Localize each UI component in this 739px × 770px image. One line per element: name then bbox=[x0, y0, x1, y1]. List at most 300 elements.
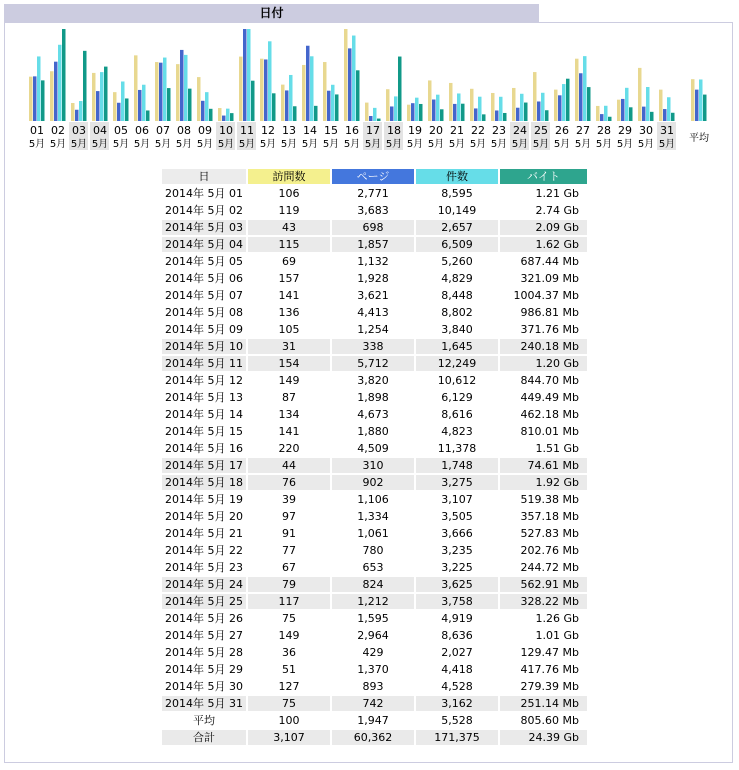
day-label: 22 bbox=[471, 124, 485, 137]
cell-pages: 4,673 bbox=[357, 408, 389, 421]
cell-pages: 1,928 bbox=[357, 272, 389, 285]
average-visits-bar bbox=[691, 79, 695, 121]
table-row bbox=[162, 679, 587, 694]
month-label: 5月 bbox=[448, 139, 466, 150]
cell-date: 2014年 5月 11 bbox=[162, 356, 246, 371]
day-label: 26 bbox=[555, 124, 569, 137]
col-header-visits: 訪問数 bbox=[248, 169, 330, 184]
cell-hits: 1,645 bbox=[416, 339, 498, 354]
day-15-visits-bar bbox=[323, 62, 327, 121]
cell-visits: 36 bbox=[281, 646, 296, 659]
average-bandwidth: 805.60 Mb bbox=[520, 714, 579, 727]
cell-hits: 8,636 bbox=[441, 629, 473, 642]
day-label: 06 bbox=[135, 124, 149, 137]
cell-hits: 6,509 bbox=[416, 237, 498, 252]
month-label: 5月 bbox=[133, 139, 151, 150]
cell-hits: 8,448 bbox=[441, 289, 473, 302]
cell-visits: 87 bbox=[281, 391, 296, 404]
cell-visits: 136 bbox=[278, 306, 300, 319]
cell-bandwidth: 986.81 Mb bbox=[520, 306, 579, 319]
cell-hits: 8,595 bbox=[441, 187, 473, 200]
cell-bandwidth: 1.51 Gb bbox=[535, 442, 579, 455]
cell-hits: 8,616 bbox=[441, 408, 473, 421]
cell-visits: 154 bbox=[248, 356, 330, 371]
month-label: 5月 bbox=[259, 139, 277, 150]
cell-pages: 902 bbox=[332, 475, 414, 490]
day-16-hits-bar bbox=[352, 36, 356, 121]
day-14-hits-bar bbox=[310, 56, 314, 121]
day-31-hits-bar bbox=[667, 97, 671, 121]
day-08-bandwidth-bar bbox=[188, 89, 192, 121]
cell-date: 2014年 5月 18 bbox=[162, 475, 246, 490]
table-row bbox=[162, 288, 587, 303]
day-30-visits-bar bbox=[638, 68, 642, 121]
table-row bbox=[162, 577, 587, 592]
cell-pages: 3,820 bbox=[357, 374, 389, 387]
cell-pages: 1,254 bbox=[357, 323, 389, 336]
cell-hits: 8,802 bbox=[441, 306, 473, 319]
table-row bbox=[162, 305, 587, 320]
day-12-visits-bar bbox=[260, 59, 264, 121]
table-header-row bbox=[162, 169, 587, 184]
daily-stats-table bbox=[160, 167, 589, 747]
day-24-bandwidth-bar bbox=[524, 103, 528, 121]
cell-bandwidth: 321.09 Mb bbox=[520, 272, 579, 285]
cell-date: 2014年 5月 31 bbox=[162, 696, 246, 711]
cell-visits: 117 bbox=[248, 594, 330, 609]
table-row bbox=[162, 543, 587, 558]
month-label: 5月 bbox=[70, 139, 88, 150]
day-26-hits-bar bbox=[562, 84, 566, 121]
total-row bbox=[162, 730, 587, 745]
cell-date: 2014年 5月 28 bbox=[165, 646, 243, 659]
day-16-pages-bar bbox=[348, 48, 352, 121]
cell-pages: 3,621 bbox=[357, 289, 389, 302]
cell-date: 2014年 5月 17 bbox=[162, 458, 246, 473]
day-label: 24 bbox=[513, 124, 527, 137]
average-label: 平均 bbox=[192, 714, 215, 727]
day-04-visits-bar bbox=[92, 73, 96, 121]
total-hits: 171,375 bbox=[416, 730, 498, 745]
table-row bbox=[162, 645, 587, 660]
cell-visits: 91 bbox=[281, 527, 296, 540]
cell-bandwidth: 129.47 Mb bbox=[520, 646, 579, 659]
day-11-bandwidth-bar bbox=[251, 81, 255, 121]
day-10-hits-bar bbox=[226, 109, 230, 121]
cell-bandwidth: 1.26 Gb bbox=[535, 612, 579, 625]
day-25-bandwidth-bar bbox=[545, 110, 549, 121]
day-13-visits-bar bbox=[281, 85, 285, 121]
day-24-visits-bar bbox=[512, 88, 516, 121]
day-11-visits-bar bbox=[239, 57, 243, 121]
day-27-pages-bar bbox=[579, 73, 583, 121]
cell-pages: 429 bbox=[362, 646, 384, 659]
cell-date: 2014年 5月 10 bbox=[162, 339, 246, 354]
month-label: 5月 bbox=[574, 139, 592, 150]
day-label: 12 bbox=[261, 124, 275, 137]
month-label: 5月 bbox=[553, 139, 571, 150]
day-02-hits-bar bbox=[58, 45, 62, 121]
cell-date: 2014年 5月 24 bbox=[162, 577, 246, 592]
table-row bbox=[162, 662, 587, 677]
day-09-hits-bar bbox=[205, 92, 209, 121]
cell-hits: 5,260 bbox=[441, 255, 473, 268]
cell-bandwidth: 251.14 Mb bbox=[500, 696, 587, 711]
day-label: 05 bbox=[114, 124, 128, 137]
month-label: 5月 bbox=[175, 139, 193, 150]
month-label: 5月 bbox=[658, 139, 676, 150]
day-14-bandwidth-bar bbox=[314, 106, 318, 121]
day-28-hits-bar bbox=[604, 106, 608, 121]
day-22-bandwidth-bar bbox=[482, 114, 486, 121]
table-row bbox=[162, 526, 587, 541]
col-header-date: 日 bbox=[162, 169, 246, 184]
month-label: 5月 bbox=[469, 139, 487, 150]
day-26-bandwidth-bar bbox=[566, 79, 570, 121]
day-02-bandwidth-bar bbox=[62, 29, 66, 121]
average-row bbox=[162, 713, 587, 728]
month-label: 5月 bbox=[364, 139, 382, 150]
day-27-bandwidth-bar bbox=[587, 87, 591, 121]
day-label: 07 bbox=[156, 124, 170, 137]
col-header-hits: 件数 bbox=[416, 169, 498, 184]
cell-date: 2014年 5月 15 bbox=[165, 425, 243, 438]
day-11-pages-bar bbox=[243, 29, 247, 121]
cell-bandwidth: 687.44 Mb bbox=[520, 255, 579, 268]
cell-visits: 220 bbox=[278, 442, 300, 455]
cell-date: 2014年 5月 01 bbox=[165, 187, 243, 200]
cell-bandwidth: 844.70 Mb bbox=[520, 374, 579, 387]
day-06-pages-bar bbox=[138, 90, 142, 121]
day-label: 13 bbox=[282, 124, 296, 137]
table-row bbox=[162, 237, 587, 252]
table-row bbox=[162, 322, 587, 337]
cell-date: 2014年 5月 25 bbox=[162, 594, 246, 609]
day-22-visits-bar bbox=[470, 89, 474, 121]
cell-pages: 5,712 bbox=[332, 356, 414, 371]
table-row bbox=[162, 628, 587, 643]
cell-date: 2014年 5月 27 bbox=[165, 629, 243, 642]
cell-hits: 1,748 bbox=[416, 458, 498, 473]
cell-visits: 75 bbox=[281, 612, 296, 625]
table-row bbox=[162, 696, 587, 711]
cell-bandwidth: 279.39 Mb bbox=[520, 680, 579, 693]
cell-date: 2014年 5月 13 bbox=[165, 391, 243, 404]
cell-hits: 2,027 bbox=[441, 646, 473, 659]
month-label: 5月 bbox=[343, 139, 361, 150]
cell-visits: 106 bbox=[278, 187, 300, 200]
cell-visits: 67 bbox=[281, 561, 296, 574]
day-label: 21 bbox=[450, 124, 464, 137]
day-22-hits-bar bbox=[478, 97, 482, 121]
cell-date: 2014年 5月 30 bbox=[165, 680, 243, 693]
month-label: 5月 bbox=[511, 139, 529, 150]
month-label: 5月 bbox=[112, 139, 130, 150]
cell-hits: 11,378 bbox=[437, 442, 477, 455]
day-28-pages-bar bbox=[600, 114, 604, 121]
day-27-hits-bar bbox=[583, 56, 587, 121]
cell-bandwidth: 527.83 Mb bbox=[520, 527, 579, 540]
day-01-bandwidth-bar bbox=[41, 80, 45, 121]
day-23-visits-bar bbox=[491, 93, 495, 121]
cell-pages: 1,212 bbox=[332, 594, 414, 609]
cell-hits: 3,840 bbox=[441, 323, 473, 336]
day-04-hits-bar bbox=[100, 72, 104, 121]
cell-visits: 105 bbox=[278, 323, 300, 336]
day-17-bandwidth-bar bbox=[377, 119, 381, 121]
day-31-visits-bar bbox=[659, 90, 663, 121]
day-label: 17 bbox=[366, 124, 380, 137]
day-12-pages-bar bbox=[264, 59, 268, 121]
day-20-hits-bar bbox=[436, 95, 440, 121]
table-row bbox=[162, 492, 587, 507]
day-11-hits-bar bbox=[247, 29, 251, 121]
cell-visits: 75 bbox=[248, 696, 330, 711]
day-08-pages-bar bbox=[180, 50, 184, 121]
average-hits-bar bbox=[699, 79, 703, 121]
cell-hits: 10,149 bbox=[437, 204, 477, 217]
day-07-pages-bar bbox=[159, 63, 163, 121]
day-09-pages-bar bbox=[201, 101, 205, 121]
day-label: 16 bbox=[345, 124, 359, 137]
day-01-visits-bar bbox=[29, 77, 33, 121]
cell-bandwidth: 1.01 Gb bbox=[535, 629, 579, 642]
average-bandwidth-bar bbox=[703, 95, 707, 121]
average-label: 平均 bbox=[689, 133, 709, 144]
day-01-hits-bar bbox=[37, 56, 41, 121]
cell-hits: 4,829 bbox=[441, 272, 473, 285]
month-label: 5月 bbox=[91, 139, 109, 150]
cell-visits: 134 bbox=[278, 408, 300, 421]
table-row bbox=[162, 509, 587, 524]
day-label: 14 bbox=[303, 124, 317, 137]
table-row bbox=[162, 611, 587, 626]
month-label: 5月 bbox=[154, 139, 172, 150]
day-03-hits-bar bbox=[79, 101, 83, 121]
table-row bbox=[162, 390, 587, 405]
cell-date: 2014年 5月 07 bbox=[165, 289, 243, 302]
day-25-visits-bar bbox=[533, 72, 537, 121]
day-27-visits-bar bbox=[575, 59, 579, 121]
cell-bandwidth: 2.09 Gb bbox=[500, 220, 587, 235]
cell-bandwidth: 810.01 Mb bbox=[520, 425, 579, 438]
cell-date: 2014年 5月 04 bbox=[162, 237, 246, 252]
cell-hits: 3,666 bbox=[441, 527, 473, 540]
cell-pages: 1,061 bbox=[357, 527, 389, 540]
average-hits: 5,528 bbox=[441, 714, 473, 727]
cell-pages: 1,334 bbox=[357, 510, 389, 523]
table-row bbox=[162, 271, 587, 286]
day-23-bandwidth-bar bbox=[503, 113, 507, 121]
month-label: 5月 bbox=[532, 139, 550, 150]
day-06-hits-bar bbox=[142, 85, 146, 121]
cell-date: 2014年 5月 02 bbox=[165, 204, 243, 217]
total-visits: 3,107 bbox=[248, 730, 330, 745]
month-label: 5月 bbox=[490, 139, 508, 150]
cell-date: 2014年 5月 21 bbox=[165, 527, 243, 540]
month-label: 5月 bbox=[616, 139, 634, 150]
day-28-bandwidth-bar bbox=[608, 117, 612, 121]
table-row bbox=[162, 339, 587, 354]
cell-bandwidth: 562.91 Mb bbox=[500, 577, 587, 592]
day-05-hits-bar bbox=[121, 81, 125, 121]
day-03-bandwidth-bar bbox=[83, 51, 87, 121]
day-18-pages-bar bbox=[390, 106, 394, 121]
cell-pages: 310 bbox=[332, 458, 414, 473]
table-row bbox=[162, 441, 587, 456]
day-03-pages-bar bbox=[75, 110, 79, 121]
day-18-bandwidth-bar bbox=[398, 57, 402, 121]
table-row bbox=[162, 560, 587, 575]
cell-bandwidth: 417.76 Mb bbox=[520, 663, 579, 676]
cell-pages: 742 bbox=[332, 696, 414, 711]
day-label: 18 bbox=[387, 124, 401, 137]
cell-hits: 6,129 bbox=[441, 391, 473, 404]
cell-date: 2014年 5月 20 bbox=[165, 510, 243, 523]
cell-bandwidth: 328.22 Mb bbox=[500, 594, 587, 609]
cell-pages: 780 bbox=[362, 544, 384, 557]
day-30-bandwidth-bar bbox=[650, 112, 654, 121]
cell-visits: 39 bbox=[281, 493, 296, 506]
total-bandwidth: 24.39 Gb bbox=[500, 730, 587, 745]
day-15-pages-bar bbox=[327, 91, 331, 121]
day-label: 31 bbox=[660, 124, 674, 137]
cell-date: 2014年 5月 12 bbox=[165, 374, 243, 387]
cell-pages: 1,595 bbox=[357, 612, 389, 625]
cell-hits: 12,249 bbox=[416, 356, 498, 371]
day-label: 19 bbox=[408, 124, 422, 137]
cell-bandwidth: 357.18 Mb bbox=[520, 510, 579, 523]
cell-date: 2014年 5月 06 bbox=[165, 272, 243, 285]
cell-date: 2014年 5月 14 bbox=[165, 408, 243, 421]
cell-visits: 127 bbox=[278, 680, 300, 693]
day-label: 28 bbox=[597, 124, 611, 137]
day-label: 29 bbox=[618, 124, 632, 137]
table-row bbox=[162, 407, 587, 422]
cell-pages: 2,964 bbox=[357, 629, 389, 642]
cell-bandwidth: 449.49 Mb bbox=[520, 391, 579, 404]
day-25-hits-bar bbox=[541, 93, 545, 121]
average-visits: 100 bbox=[278, 714, 300, 727]
cell-visits: 76 bbox=[248, 475, 330, 490]
total-label: 合計 bbox=[162, 730, 246, 745]
day-08-hits-bar bbox=[184, 55, 188, 121]
day-18-hits-bar bbox=[394, 96, 398, 121]
cell-pages: 893 bbox=[362, 680, 384, 693]
cell-date: 2014年 5月 22 bbox=[165, 544, 243, 557]
day-02-pages-bar bbox=[54, 62, 58, 121]
month-label: 5月 bbox=[280, 139, 298, 150]
cell-pages: 653 bbox=[362, 561, 384, 574]
cell-pages: 1,370 bbox=[357, 663, 389, 676]
day-label: 15 bbox=[324, 124, 338, 137]
month-label: 5月 bbox=[406, 139, 424, 150]
table-row bbox=[162, 254, 587, 269]
day-label: 09 bbox=[198, 124, 212, 137]
daily-bar-chart bbox=[5, 23, 732, 168]
day-label: 11 bbox=[240, 124, 254, 137]
day-05-bandwidth-bar bbox=[125, 98, 129, 121]
cell-date: 2014年 5月 09 bbox=[165, 323, 243, 336]
cell-hits: 4,528 bbox=[441, 680, 473, 693]
cell-visits: 157 bbox=[278, 272, 300, 285]
day-07-hits-bar bbox=[163, 58, 167, 121]
cell-hits: 3,235 bbox=[441, 544, 473, 557]
month-label: 5月 bbox=[427, 139, 445, 150]
day-label: 04 bbox=[93, 124, 107, 137]
day-19-pages-bar bbox=[411, 103, 415, 121]
day-25-pages-bar bbox=[537, 101, 541, 121]
month-label: 5月 bbox=[595, 139, 613, 150]
table-row bbox=[162, 458, 587, 473]
day-07-visits-bar bbox=[155, 62, 159, 121]
cell-visits: 31 bbox=[248, 339, 330, 354]
day-22-pages-bar bbox=[474, 108, 478, 121]
cell-visits: 141 bbox=[278, 289, 300, 302]
month-label: 5月 bbox=[196, 139, 214, 150]
day-10-bandwidth-bar bbox=[230, 113, 234, 121]
day-08-visits-bar bbox=[176, 64, 180, 121]
day-10-pages-bar bbox=[222, 116, 226, 121]
day-07-bandwidth-bar bbox=[167, 88, 171, 121]
cell-date: 2014年 5月 23 bbox=[165, 561, 243, 574]
cell-hits: 3,625 bbox=[416, 577, 498, 592]
cell-visits: 141 bbox=[278, 425, 300, 438]
table-row bbox=[162, 356, 587, 371]
day-28-visits-bar bbox=[596, 106, 600, 121]
day-31-pages-bar bbox=[663, 109, 667, 121]
cell-hits: 10,612 bbox=[437, 374, 477, 387]
cell-date: 2014年 5月 29 bbox=[165, 663, 243, 676]
cell-visits: 79 bbox=[248, 577, 330, 592]
cell-bandwidth: 1.21 Gb bbox=[535, 187, 579, 200]
day-21-bandwidth-bar bbox=[461, 104, 465, 121]
day-21-hits-bar bbox=[457, 93, 461, 121]
cell-bandwidth: 244.72 Mb bbox=[520, 561, 579, 574]
day-26-pages-bar bbox=[558, 95, 562, 121]
cell-date: 2014年 5月 26 bbox=[165, 612, 243, 625]
month-label: 5月 bbox=[28, 139, 46, 150]
cell-date: 2014年 5月 19 bbox=[165, 493, 243, 506]
day-09-visits-bar bbox=[197, 77, 201, 121]
day-19-hits-bar bbox=[415, 98, 419, 121]
day-05-pages-bar bbox=[117, 103, 121, 121]
cell-hits: 4,919 bbox=[441, 612, 473, 625]
day-13-pages-bar bbox=[285, 90, 289, 121]
day-04-bandwidth-bar bbox=[104, 67, 108, 121]
table-row bbox=[162, 594, 587, 609]
cell-visits: 77 bbox=[281, 544, 296, 557]
cell-hits: 3,758 bbox=[416, 594, 498, 609]
day-label: 30 bbox=[639, 124, 653, 137]
day-21-visits-bar bbox=[449, 83, 453, 121]
cell-visits: 149 bbox=[278, 629, 300, 642]
day-label: 23 bbox=[492, 124, 506, 137]
cell-visits: 119 bbox=[278, 204, 300, 217]
cell-date: 2014年 5月 16 bbox=[165, 442, 243, 455]
day-17-hits-bar bbox=[373, 108, 377, 121]
cell-pages: 338 bbox=[332, 339, 414, 354]
day-20-pages-bar bbox=[432, 100, 436, 121]
cell-visits: 43 bbox=[248, 220, 330, 235]
day-14-pages-bar bbox=[306, 46, 310, 121]
cell-date: 2014年 5月 05 bbox=[165, 255, 243, 268]
cell-pages: 1,880 bbox=[357, 425, 389, 438]
day-06-bandwidth-bar bbox=[146, 110, 150, 121]
cell-date: 2014年 5月 08 bbox=[165, 306, 243, 319]
cell-bandwidth: 1.92 Gb bbox=[500, 475, 587, 490]
day-29-visits-bar bbox=[617, 100, 621, 121]
